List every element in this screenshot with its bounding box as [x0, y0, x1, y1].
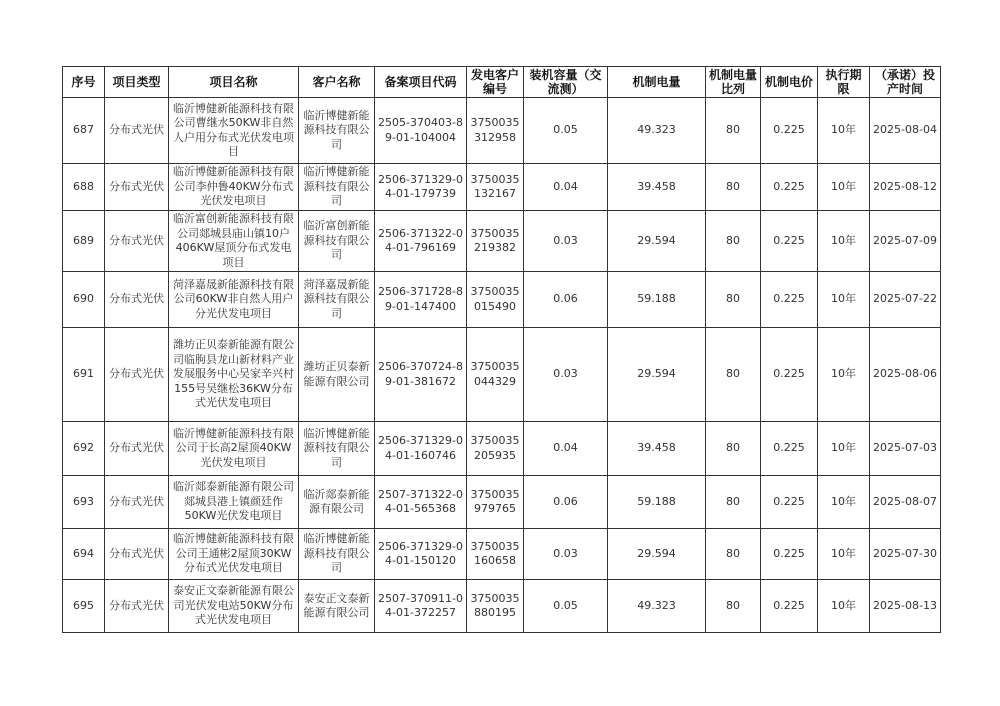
cell-energy-ratio: 80 [706, 98, 761, 164]
cell-filing-code: 2506-371329-04-01-160746 [375, 422, 467, 476]
cell-filing-code: 2507-371322-04-01-565368 [375, 476, 467, 529]
cell-project-type: 分布式光伏 [105, 272, 169, 328]
cell-term: 10年 [818, 328, 870, 422]
cell-energy-ratio: 80 [706, 164, 761, 211]
cell-project-type: 分布式光伏 [105, 529, 169, 580]
cell-term: 10年 [818, 422, 870, 476]
cell-customer-name: 菏泽嘉晟新能源科技有限公司 [299, 272, 375, 328]
cell-customer-name: 临沂富创新能源科技有限公司 [299, 211, 375, 272]
cell-project-name: 临沂博健新能源科技有限公司李仲鲁40KW分布式光伏发电项目 [169, 164, 299, 211]
cell-serial-no: 695 [63, 580, 105, 633]
header-project-name: 项目名称 [169, 67, 299, 98]
cell-capacity: 0.03 [524, 529, 608, 580]
cell-energy-ratio: 80 [706, 328, 761, 422]
cell-customer-no: 3750035979765 [467, 476, 524, 529]
project-table [62, 66, 941, 633]
cell-filing-code: 2506-371329-04-01-179739 [375, 164, 467, 211]
cell-mechanism-price: 0.225 [761, 272, 818, 328]
cell-project-type: 分布式光伏 [105, 476, 169, 529]
cell-mechanism-energy: 59.188 [608, 272, 706, 328]
cell-capacity: 0.06 [524, 272, 608, 328]
cell-commission-date: 2025-07-30 [870, 529, 941, 580]
header-serial-no: 序号 [63, 67, 105, 98]
cell-project-name: 菏泽嘉晟新能源科技有限公司60KW非自然人用户分光伏发电项目 [169, 272, 299, 328]
table-row [63, 98, 941, 164]
cell-project-name: 泰安正文泰新能源有限公司光伏发电站50KW分布式光伏发电项目 [169, 580, 299, 633]
cell-mechanism-energy: 29.594 [608, 211, 706, 272]
cell-project-name: 潍坊正贝泰新能源有限公司临朐县龙山新材料产业发展服务中心吴家辛兴村155号吴继松36KW分布式光伏发电项目 [169, 328, 299, 422]
header-filing-code: 备案项目代码 [375, 67, 467, 98]
header-customer-name: 客户名称 [299, 67, 375, 98]
cell-energy-ratio: 80 [706, 580, 761, 633]
cell-customer-name: 临沂博健新能源科技有限公司 [299, 164, 375, 211]
cell-filing-code: 2507-370911-04-01-372257 [375, 580, 467, 633]
cell-customer-no: 3750035312958 [467, 98, 524, 164]
cell-commission-date: 2025-07-22 [870, 272, 941, 328]
cell-serial-no: 688 [63, 164, 105, 211]
cell-customer-name: 潍坊正贝泰新能源有限公司 [299, 328, 375, 422]
cell-term: 10年 [818, 98, 870, 164]
cell-capacity: 0.03 [524, 328, 608, 422]
cell-customer-no: 3750035132167 [467, 164, 524, 211]
cell-project-type: 分布式光伏 [105, 328, 169, 422]
header-term: 执行期限 [818, 67, 870, 98]
cell-project-name: 临沂博健新能源科技有限公司曹继水50KW非自然人户用分布式光伏发电项目 [169, 98, 299, 164]
cell-term: 10年 [818, 529, 870, 580]
header-project-type: 项目类型 [105, 67, 169, 98]
table-row [63, 328, 941, 422]
cell-term: 10年 [818, 476, 870, 529]
cell-commission-date: 2025-08-04 [870, 98, 941, 164]
cell-mechanism-price: 0.225 [761, 529, 818, 580]
header-energy-ratio: 机制电量比列 [706, 67, 761, 98]
cell-mechanism-price: 0.225 [761, 580, 818, 633]
cell-project-name: 临沂郯泰新能源有限公司郯城县港上镇颜廷作50KW光伏发电项目 [169, 476, 299, 529]
header-mechanism-price: 机制电价 [761, 67, 818, 98]
cell-mechanism-price: 0.225 [761, 164, 818, 211]
cell-commission-date: 2025-07-03 [870, 422, 941, 476]
cell-mechanism-price: 0.225 [761, 98, 818, 164]
table-row [63, 476, 941, 529]
cell-mechanism-energy: 39.458 [608, 164, 706, 211]
cell-serial-no: 690 [63, 272, 105, 328]
cell-term: 10年 [818, 164, 870, 211]
cell-energy-ratio: 80 [706, 529, 761, 580]
cell-project-type: 分布式光伏 [105, 164, 169, 211]
cell-project-name: 临沂博健新能源科技有限公司于长高2屋顶40KW光伏发电项目 [169, 422, 299, 476]
cell-energy-ratio: 80 [706, 422, 761, 476]
table-row [63, 164, 941, 211]
cell-project-name: 临沂博健新能源科技有限公司王通彬2屋顶30KW分布式光伏发电项目 [169, 529, 299, 580]
cell-energy-ratio: 80 [706, 272, 761, 328]
cell-energy-ratio: 80 [706, 476, 761, 529]
cell-mechanism-price: 0.225 [761, 328, 818, 422]
cell-term: 10年 [818, 580, 870, 633]
cell-customer-name: 临沂博健新能源科技有限公司 [299, 422, 375, 476]
cell-mechanism-energy: 59.188 [608, 476, 706, 529]
cell-customer-no: 3750035160658 [467, 529, 524, 580]
header-capacity: 装机容量（交流测） [524, 67, 608, 98]
table-row [63, 211, 941, 272]
cell-filing-code: 2506-370724-89-01-381672 [375, 328, 467, 422]
cell-customer-name: 临沂博健新能源科技有限公司 [299, 98, 375, 164]
cell-serial-no: 691 [63, 328, 105, 422]
cell-customer-no: 3750035880195 [467, 580, 524, 633]
cell-project-type: 分布式光伏 [105, 580, 169, 633]
cell-term: 10年 [818, 211, 870, 272]
header-customer-no: 发电客户编号 [467, 67, 524, 98]
cell-filing-code: 2506-371728-89-01-147400 [375, 272, 467, 328]
cell-customer-name: 临沂博健新能源科技有限公司 [299, 529, 375, 580]
cell-project-name: 临沂富创新能源科技有限公司郯城县庙山镇10户406KW屋顶分布式发电项目 [169, 211, 299, 272]
table-row [63, 529, 941, 580]
cell-filing-code: 2506-371322-04-01-796169 [375, 211, 467, 272]
cell-capacity: 0.05 [524, 580, 608, 633]
cell-commission-date: 2025-08-13 [870, 580, 941, 633]
cell-commission-date: 2025-08-07 [870, 476, 941, 529]
cell-mechanism-price: 0.225 [761, 422, 818, 476]
cell-serial-no: 693 [63, 476, 105, 529]
cell-capacity: 0.03 [524, 211, 608, 272]
cell-commission-date: 2025-08-06 [870, 328, 941, 422]
cell-commission-date: 2025-07-09 [870, 211, 941, 272]
cell-serial-no: 694 [63, 529, 105, 580]
cell-serial-no: 687 [63, 98, 105, 164]
cell-mechanism-energy: 29.594 [608, 328, 706, 422]
cell-capacity: 0.06 [524, 476, 608, 529]
table-body [63, 98, 941, 633]
document-page [62, 66, 940, 633]
cell-customer-no: 3750035219382 [467, 211, 524, 272]
cell-customer-no: 3750035044329 [467, 328, 524, 422]
cell-filing-code: 2505-370403-89-01-104004 [375, 98, 467, 164]
cell-commission-date: 2025-08-12 [870, 164, 941, 211]
cell-project-type: 分布式光伏 [105, 211, 169, 272]
cell-serial-no: 692 [63, 422, 105, 476]
cell-mechanism-energy: 29.594 [608, 529, 706, 580]
cell-project-type: 分布式光伏 [105, 98, 169, 164]
cell-customer-no: 3750035015490 [467, 272, 524, 328]
table-row [63, 272, 941, 328]
cell-mechanism-energy: 49.323 [608, 580, 706, 633]
cell-term: 10年 [818, 272, 870, 328]
table-row [63, 580, 941, 633]
header-mechanism-energy: 机制电量 [608, 67, 706, 98]
table-header-row [63, 67, 941, 98]
cell-mechanism-price: 0.225 [761, 211, 818, 272]
cell-mechanism-energy: 39.458 [608, 422, 706, 476]
cell-filing-code: 2506-371329-04-01-150120 [375, 529, 467, 580]
cell-mechanism-energy: 49.323 [608, 98, 706, 164]
cell-customer-no: 3750035205935 [467, 422, 524, 476]
cell-capacity: 0.05 [524, 98, 608, 164]
cell-capacity: 0.04 [524, 164, 608, 211]
cell-customer-name: 泰安正文泰新能源有限公司 [299, 580, 375, 633]
cell-energy-ratio: 80 [706, 211, 761, 272]
cell-serial-no: 689 [63, 211, 105, 272]
cell-customer-name: 临沂郯泰新能源有限公司 [299, 476, 375, 529]
header-commission-date: （承诺）投产时间 [870, 67, 941, 98]
cell-mechanism-price: 0.225 [761, 476, 818, 529]
cell-project-type: 分布式光伏 [105, 422, 169, 476]
table-row [63, 422, 941, 476]
cell-capacity: 0.04 [524, 422, 608, 476]
